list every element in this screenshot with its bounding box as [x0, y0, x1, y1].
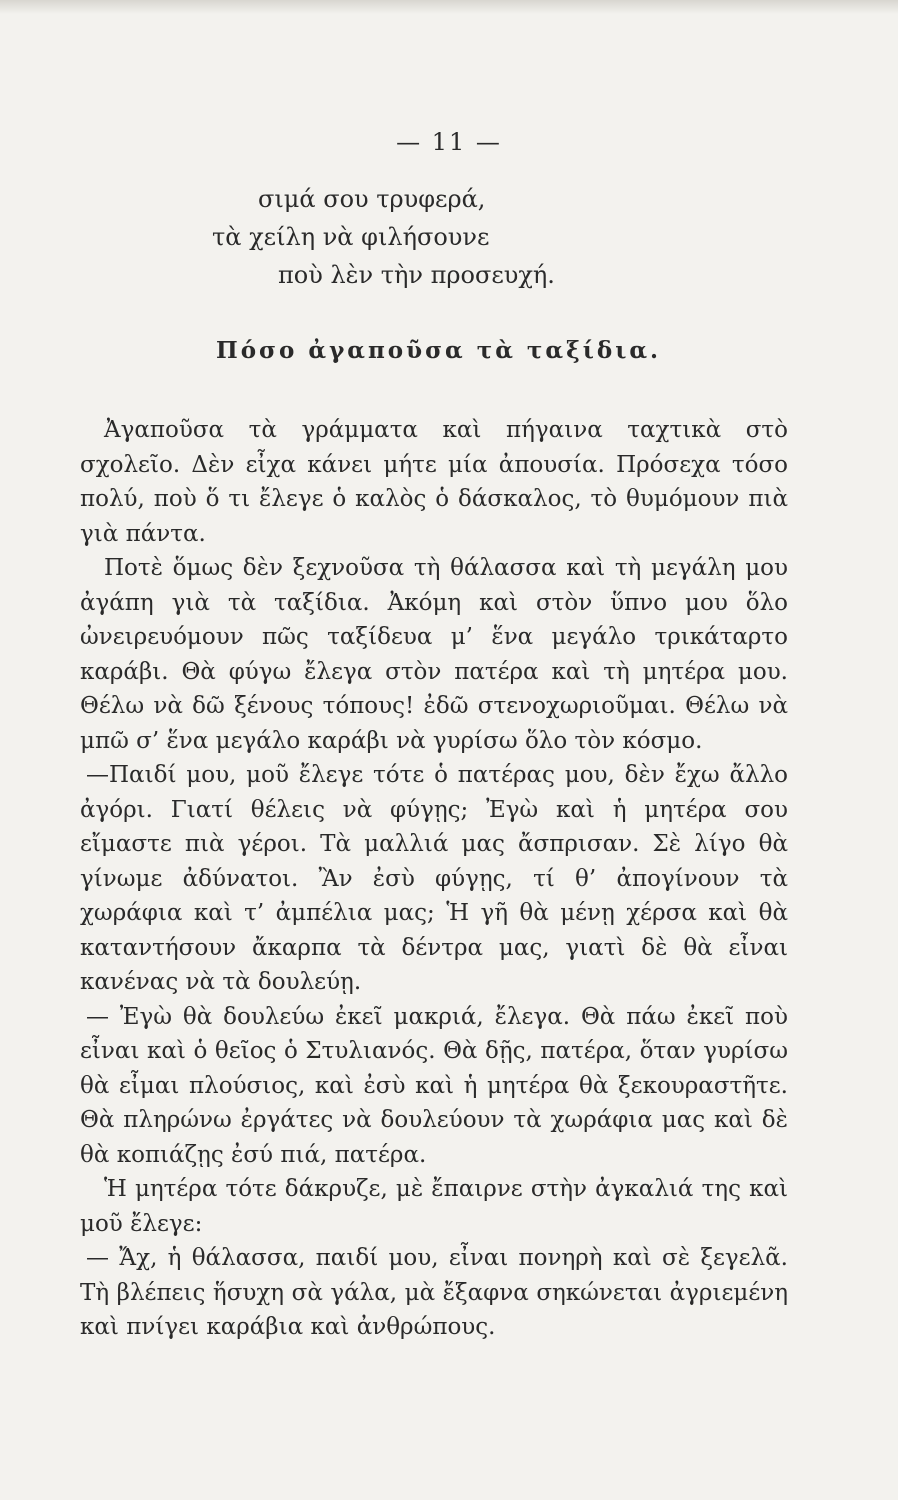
verse-line: σιμά σου τρυφερά,: [258, 185, 486, 213]
paragraph: Ἀγαποῦσα τὰ γράμματα καὶ πήγαινα ταχτικὰ στὸ σχολεῖο. Δὲν εἶχα κάνει μήτε μία ἀπουσία. Πρόσεχα τόσο πολύ, ποὺ ὅ τι ἔλεγε ὁ καλὸς ὁ δάσκαλος, τὸ θυμόμουν πιὰ γιὰ πάντα.: [80, 417, 788, 547]
dialogue-paragraph: —Παιδί μου, μοῦ ἔλεγε τότε ὁ πατέρας μου, δὲν ἔχω ἄλλο ἀγόρι. Γιατί θέλεις νὰ φύγῃς; Ἐγὼ καὶ ἡ μητέρα σου εἴμαστε πιὰ γέροι. Τὰ μαλλιά μας ἄσπρισαν. Σὲ λίγο θὰ γίνωμε ἀδύνατοι. Ἂν ἐσὺ φύγῃς, τί θ’ ἀπογίνουν τὰ χωράφια καὶ τ’ ἀμπέλια μας; Ἡ γῆ θὰ μένῃ χέρσα καὶ θὰ καταντήσουν ἄκαρπα τὰ δέντρα μας, γιατὶ δὲ θὰ εἶναι κανένας νὰ τὰ δουλεύῃ.: [80, 762, 788, 995]
verse-line: ποὺ λὲν τὴν προσευχή.: [278, 261, 555, 289]
paragraph: Ποτὲ ὅμως δὲν ξεχνοῦσα τὴ θάλασσα καὶ τὴ μεγάλη μου ἀγάπη γιὰ τὰ ταξίδια. Ἀκόμη καὶ στὸν ὕπνο μου ὅλο ὠνειρευόμουν πῶς ταξίδευα μ’ ἕνα μεγάλο τρικάταρτο καράβι. Θὰ φύγω ἔλεγα στὸν πατέρα καὶ τὴ μητέρα μου. Θέλω νὰ δῶ ξένους τόπους! ἐδῶ στενοχωριοῦμαι. Θέλω νὰ μπῶ σ’ ἕνα μεγάλο καράβι νὰ γυρίσω ὅλο τὸν κόσμο.: [80, 555, 788, 754]
verse-line: τὰ χείλη νὰ φιλήσουνε: [212, 223, 490, 251]
body-text: [80, 413, 788, 1345]
page-top-edge: [0, 0, 898, 14]
dialogue-paragraph: — Ἐγὼ θὰ δουλεύω ἐκεῖ μακριά, ἔλεγα. Θὰ πάω ἐκεῖ ποὺ εἶναι καὶ ὁ θεῖος ὁ Στυλιανός. Θὰ δῇς, πατέρα, ὅταν γυρίσω θὰ εἶμαι πλούσιος, καὶ ἐσὺ καὶ ἡ μητέρα θὰ ξεκουραστῆτε. Θὰ πληρώνω ἐργάτες νὰ δουλεύουν τὰ χωράφια μας καὶ δὲ θὰ κοπιάζῃς ἐσύ πιά, πατέρα.: [80, 1003, 788, 1168]
chapter-title: Πόσο ἀγαποῦσα τὰ ταξίδια.: [216, 337, 662, 364]
page-number: — 11 —: [396, 128, 502, 156]
paragraph: Ἡ μητέρα τότε δάκρυζε, μὲ ἔπαιρνε στὴν ἀγκαλιά της καὶ μοῦ ἔλεγε:: [80, 1176, 788, 1237]
dialogue-paragraph: — Ἄχ, ἡ θάλασσα, παιδί μου, εἶναι πονηρὴ καὶ σὲ ξεγελᾶ. Τὴ βλέπεις ἥσυχη σὰ γάλα, μὰ ἔξαφνα σηκώνεται ἀγριεμένη καὶ πνίγει καράβια καὶ ἀνθρώπους.: [80, 1245, 788, 1340]
